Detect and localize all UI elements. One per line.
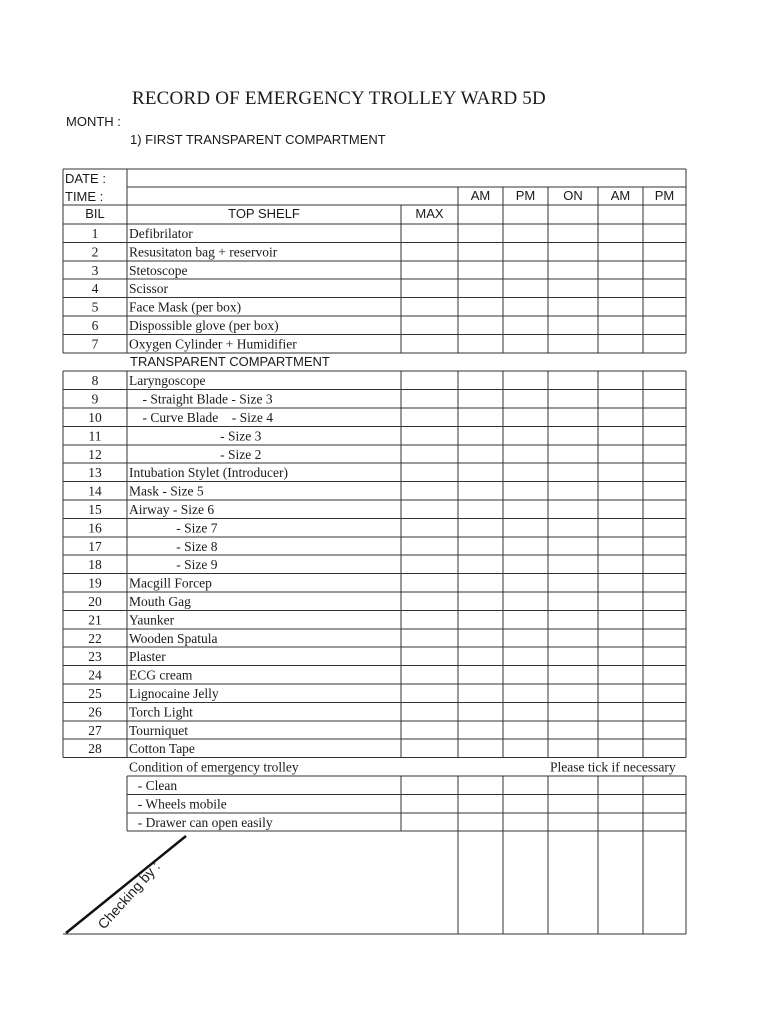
top-shelf-item-name: Stetoscope (129, 262, 188, 278)
page-title: RECORD OF EMERGENCY TROLLEY WARD 5D (132, 88, 546, 109)
transparent-item-name: Wooden Spatula (129, 630, 218, 646)
condition-item: - Drawer can open easily (131, 814, 273, 830)
top-shelf-item-number: 3 (91, 262, 99, 278)
shift-header-am: AM (610, 188, 631, 203)
transparent-item-number: 25 (88, 686, 102, 701)
condition-item: - Clean (131, 778, 178, 793)
transparent-item-name: Cotton Tape (129, 741, 195, 757)
top-shelf-item-name: Scissor (129, 281, 169, 297)
condition-label: Condition of emergency trolley (129, 759, 299, 775)
shift-header-am: AM (470, 188, 491, 203)
top-shelf-item-name: Dispossible glove (per box) (129, 318, 279, 333)
top-shelf-item-number: 2 (91, 244, 99, 260)
max-header: MAX (415, 206, 444, 221)
top-shelf-item-number: 1 (91, 226, 99, 241)
transparent-item-name: Mask - Size 5 (129, 483, 204, 499)
transparent-item-name: Intubation Stylet (Introducer) (129, 465, 288, 481)
top-shelf-item-number: 6 (91, 318, 99, 333)
transparent-item-name: Yaunker (129, 612, 175, 628)
bil-header: BIL (85, 206, 105, 221)
transparent-item-name: Torch Light (129, 704, 193, 720)
transparent-item-number: 22 (88, 630, 102, 646)
transparent-item-number: 16 (88, 520, 102, 536)
transparent-item-number: 9 (91, 391, 99, 407)
transparent-item-name: Mouth Gag (129, 594, 191, 609)
section-title-transparent-compartment: TRANSPARENT COMPARTMENT (130, 353, 330, 369)
transparent-item-name: Airway - Size 6 (129, 502, 215, 517)
transparent-item-number: 24 (88, 667, 102, 683)
transparent-item-number: 13 (88, 465, 102, 481)
transparent-item-number: 12 (88, 446, 102, 462)
transparent-item-number: 23 (88, 649, 102, 665)
condition-item: - Wheels mobile (131, 796, 227, 812)
top-shelf-item-name: Oxygen Cylinder + Humidifier (129, 336, 297, 352)
transparent-item-name: Tourniquet (129, 722, 189, 738)
transparent-item-number: 21 (88, 612, 102, 628)
transparent-item-name: Plaster (129, 649, 166, 665)
shift-header-on: ON (563, 188, 583, 203)
transparent-item-number: 17 (88, 538, 102, 554)
tick-note: Please tick if necessary (550, 759, 676, 775)
shift-header-pm: PM (654, 188, 675, 203)
month-label: MONTH : (66, 114, 121, 129)
transparent-item-name: - Size 7 (129, 520, 218, 536)
transparent-item-name: - Size 9 (129, 557, 218, 573)
transparent-item-number: 20 (88, 594, 102, 609)
section-title-first-compartment: 1) FIRST TRANSPARENT COMPARTMENT (130, 132, 386, 147)
top-shelf-item-number: 7 (91, 336, 99, 352)
transparent-item-name: - Size 8 (129, 538, 218, 554)
checking-by-label: Checking by : (94, 858, 163, 933)
transparent-item-name: - Size 3 (129, 428, 262, 444)
transparent-item-number: 15 (88, 502, 102, 517)
top-shelf-item-number: 4 (91, 281, 99, 297)
top-shelf-item-name: Resusitaton bag + reservoir (129, 244, 278, 260)
transparent-item-number: 19 (88, 575, 102, 591)
transparent-item-name: Macgill Forcep (129, 575, 212, 591)
checking-diagonal-line (66, 836, 186, 933)
transparent-item-number: 8 (91, 373, 99, 389)
transparent-item-name: ECG cream (129, 667, 193, 683)
transparent-item-number: 26 (88, 704, 102, 720)
transparent-item-name: - Curve Blade - Size 4 (129, 410, 273, 425)
top-shelf-item-number: 5 (91, 299, 99, 315)
transparent-item-number: 28 (88, 741, 102, 757)
top-shelf-item-name: Face Mask (per box) (129, 299, 242, 315)
transparent-item-number: 10 (88, 410, 102, 425)
transparent-item-number: 18 (88, 557, 102, 573)
transparent-item-number: 14 (88, 483, 102, 499)
top-shelf-header: TOP SHELF (228, 206, 300, 221)
transparent-item-number: 27 (88, 722, 102, 738)
transparent-item-name: Laryngoscope (129, 373, 206, 389)
time-label: TIME : (65, 189, 104, 204)
shift-header-pm: PM (515, 188, 536, 203)
top-shelf-item-name: Defibrilator (129, 226, 193, 241)
transparent-item-name: Lignocaine Jelly (129, 686, 219, 701)
transparent-item-number: 11 (88, 428, 102, 444)
date-label: DATE : (65, 171, 106, 186)
transparent-item-name: - Straight Blade - Size 3 (129, 391, 273, 407)
transparent-item-name: - Size 2 (129, 446, 262, 462)
